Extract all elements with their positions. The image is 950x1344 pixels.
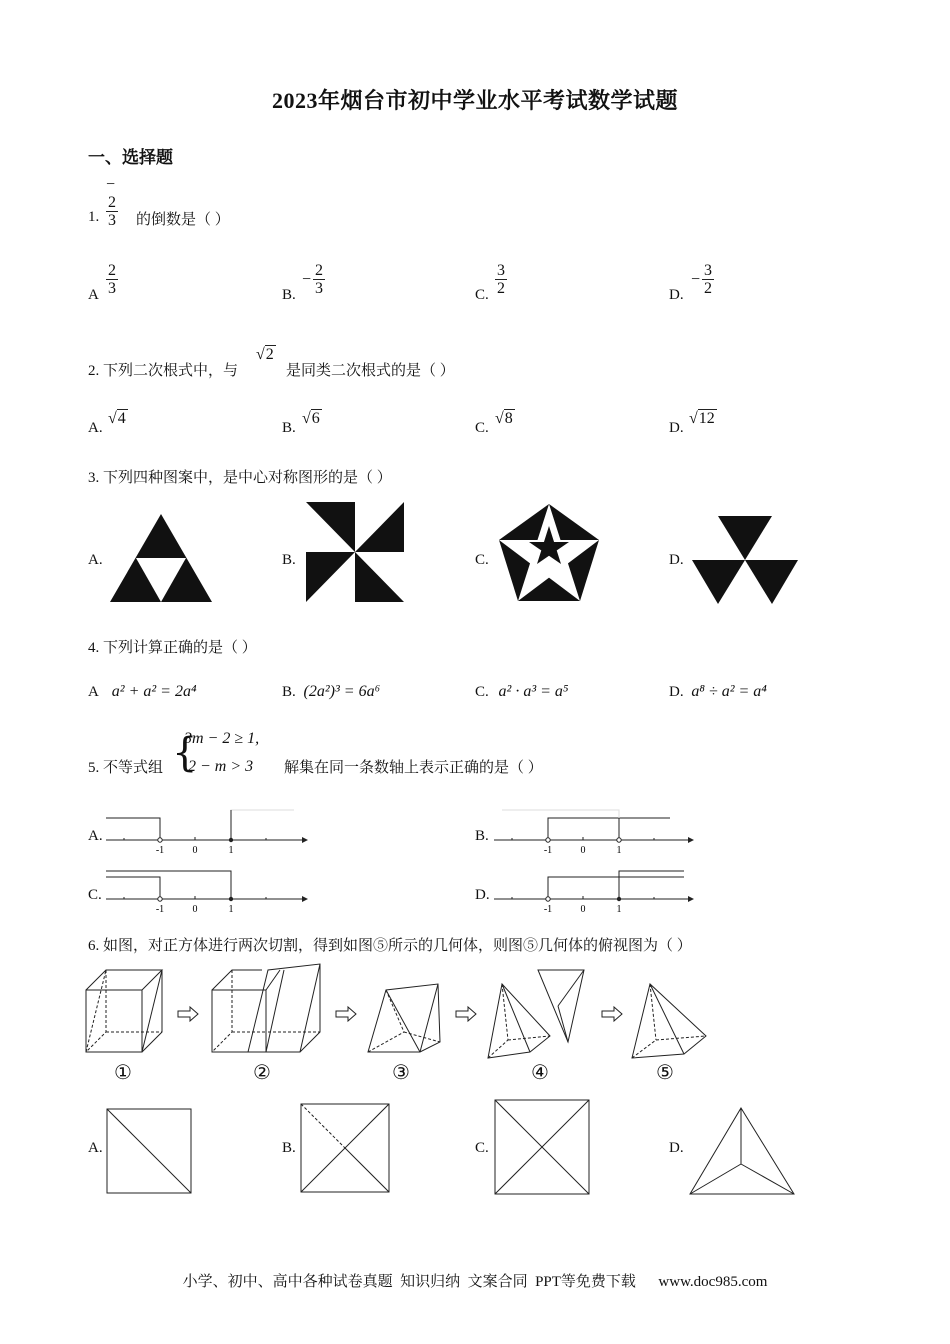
- negative-sign: −: [691, 270, 701, 288]
- option-value: [106, 262, 118, 297]
- denominator: 3: [315, 280, 324, 297]
- top-view-b: [300, 1103, 390, 1193]
- three-triangles-figure: [692, 514, 798, 606]
- fraction: [106, 194, 118, 229]
- q4-option-b[interactable]: [282, 683, 380, 701]
- numerator: 3: [497, 262, 505, 279]
- numerator: 2: [315, 262, 324, 279]
- step-label-4: ④: [531, 1060, 549, 1084]
- option-label: D.: [669, 552, 684, 568]
- radicand: 6: [311, 410, 320, 427]
- top-view-c: [494, 1099, 590, 1195]
- q6-option-c[interactable]: [475, 1140, 489, 1157]
- tick-label: 0: [580, 845, 586, 856]
- question-text: 2. 下列二次根式中，与: [88, 363, 239, 379]
- question-3: 3. 下列四种图案中，是中心对称图形的是（ ）: [88, 470, 392, 486]
- option-label: C.: [475, 1140, 489, 1156]
- q5-option-b[interactable]: [475, 828, 489, 845]
- step-label-1: ①: [114, 1060, 132, 1084]
- option-label: C.: [475, 420, 489, 436]
- option-label: A.: [88, 552, 103, 568]
- negative-sign: −: [302, 270, 312, 288]
- tick-label: 0: [580, 904, 586, 915]
- sqrt-expression: √12: [689, 410, 715, 427]
- question-5: [88, 728, 608, 784]
- radicand: 8: [504, 410, 513, 427]
- option-label: D.: [669, 1140, 684, 1156]
- math-expression: a² + a² = 2a⁴: [111, 683, 197, 700]
- question-6: 6. 如图，对正方体进行两次切割，得到如图⑤所示的几何体，则图⑤几何体的俯视图为（ ）: [88, 938, 692, 954]
- sqrt-expression: √4: [108, 410, 126, 427]
- tick-label: -1: [155, 904, 165, 915]
- inequality-line-1: 3m − 2 ≥ 1,: [184, 730, 260, 747]
- math-expression: a² · a³ = a⁵: [498, 683, 569, 700]
- fraction-expression: [106, 176, 118, 229]
- option-label: B.: [282, 684, 296, 700]
- tick-label: 0: [192, 904, 198, 915]
- denominator: 3: [108, 280, 116, 297]
- question-text: 5. 不等式组: [88, 760, 164, 776]
- step-label-5: ⑤: [656, 1060, 674, 1084]
- denominator: 2: [497, 280, 505, 297]
- top-view-d: [688, 1106, 796, 1196]
- q4-option-c[interactable]: [475, 683, 568, 701]
- option-label: C.: [475, 684, 489, 700]
- q6-option-d[interactable]: [669, 1140, 684, 1157]
- option-value: [691, 262, 714, 297]
- option-label: C.: [475, 552, 489, 568]
- question-text: 解集在同一条数轴上表示正确的是（ ）: [284, 760, 543, 776]
- option-label: A.: [88, 1140, 103, 1156]
- triforce-figure: [108, 512, 214, 604]
- radicand: 4: [117, 410, 126, 427]
- option-label: B.: [282, 420, 296, 436]
- option-label: A.: [88, 828, 103, 844]
- numerator: 2: [108, 194, 116, 211]
- tick-label: -1: [155, 845, 165, 856]
- step-label-3: ③: [392, 1060, 410, 1084]
- tick-label: -1: [543, 845, 553, 856]
- sqrt-expression: √2: [256, 346, 274, 363]
- numerator: 3: [704, 262, 713, 279]
- option-label: D.: [669, 684, 684, 700]
- step-label-2: ②: [253, 1060, 271, 1084]
- option-value: [495, 262, 507, 297]
- number-line-b: [492, 808, 692, 858]
- sqrt-expression: √6: [302, 410, 320, 427]
- page-title: 2023年烟台市初中学业水平考试数学试题: [271, 88, 678, 113]
- q4-option-d[interactable]: [669, 683, 767, 701]
- pinwheel-figure: [304, 500, 406, 604]
- option-label: C.: [475, 287, 489, 303]
- radicand: 12: [698, 410, 715, 427]
- q3-option-a[interactable]: [88, 552, 103, 569]
- q3-option-c[interactable]: [475, 552, 489, 569]
- tick-label: -1: [543, 904, 553, 915]
- q6-option-a[interactable]: [88, 1140, 103, 1157]
- option-label: B.: [475, 828, 489, 844]
- number-line-a: [104, 808, 304, 858]
- option-label: D.: [475, 887, 490, 903]
- math-expression: (2a²)³ = 6a⁶: [303, 683, 381, 700]
- option-value: [302, 262, 325, 297]
- pentagon-star-figure: [496, 502, 602, 604]
- math-expression: a⁸ ÷ a² = a⁴: [691, 683, 767, 700]
- option-label: A: [88, 684, 99, 700]
- question-text: 是同类二次根式的是（ ）: [286, 363, 455, 379]
- denominator: 3: [108, 212, 116, 229]
- option-label: B.: [282, 287, 296, 303]
- tick-label: 1: [228, 845, 234, 856]
- q5-option-d[interactable]: [475, 887, 490, 904]
- tick-label: 1: [228, 904, 234, 915]
- question-number: 1.: [88, 209, 100, 225]
- option-label: D.: [669, 420, 684, 436]
- q6-option-b[interactable]: [282, 1140, 296, 1157]
- q5-option-c[interactable]: [88, 887, 102, 904]
- brace-icon: {: [172, 730, 198, 776]
- q3-option-b[interactable]: [282, 552, 296, 569]
- sqrt-expression: √8: [495, 410, 513, 427]
- page-footer: 小学、初中、高中各种试卷真题 知识归纳 文案合同 PPT等免费下载 www.doc985.com: [182, 1274, 768, 1290]
- q3-option-d[interactable]: [669, 552, 684, 569]
- option-label: A.: [88, 420, 103, 436]
- top-view-a: [106, 1108, 194, 1194]
- section-heading: 一、选择题: [88, 148, 173, 167]
- numerator: 2: [108, 262, 116, 279]
- option-label: C.: [88, 887, 102, 903]
- denominator: 2: [704, 280, 713, 297]
- negative-sign: −: [106, 176, 116, 193]
- q4-option-a[interactable]: [88, 683, 197, 701]
- inequality-line-2: 2 − m > 3: [188, 758, 254, 775]
- option-label: B.: [282, 552, 296, 568]
- option-label: A: [88, 287, 99, 303]
- tick-label: 1: [616, 845, 622, 856]
- q5-option-a[interactable]: [88, 828, 103, 845]
- option-label: D.: [669, 287, 684, 303]
- question-4: 4. 下列计算正确的是（ ）: [88, 640, 257, 656]
- radicand: 2: [265, 346, 274, 363]
- question-text: 的倒数是（ ）: [136, 212, 230, 228]
- number-line-d: [492, 867, 692, 917]
- option-label: B.: [282, 1140, 296, 1156]
- tick-label: 0: [192, 845, 198, 856]
- tick-label: 1: [616, 904, 622, 915]
- number-line-c: [104, 867, 304, 917]
